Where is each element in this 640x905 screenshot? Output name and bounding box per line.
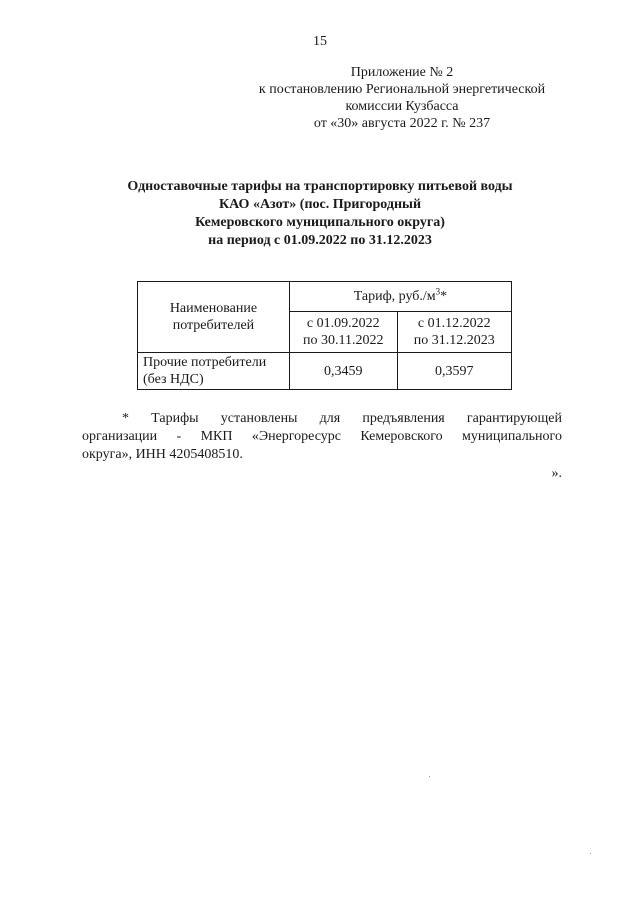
title-line: на период с 01.09.2022 по 31.12.2023 [208,233,432,248]
footnote-line: округа», ИНН 4205408510. [82,447,243,462]
tariff-value-cell: 0,3459 [289,353,397,390]
footnote-star: * [122,411,129,426]
appendix-line: от «30» августа 2022 г. № 237 [313,116,491,131]
table-row [138,353,512,390]
tariff-header: Тариф, $руб./м^3*$ [289,282,511,312]
page-number: 15 [313,34,327,49]
tariff-table [137,281,512,390]
tariff-value-cell: 0,3597 [397,353,511,390]
period-header: с 01.09.2022 по 30.11.2022 [289,312,397,353]
closing-quote: ». [551,466,562,481]
appendix-header [242,64,562,132]
appendix-line: Приложение № 2 [350,65,454,80]
footnote-line: организации - МКП «Энергоресурс Кемеровского муниципального [82,429,562,444]
title-line: КАО «Азот» (пос. Пригородный [218,197,422,212]
table-header-row [138,282,512,312]
footnote-line: * Тарифы установлены для предъявления гарантирующей [122,411,562,426]
footnote [82,410,562,464]
appendix-line: комиссии Кузбасса [345,99,459,114]
scan-speck [590,853,591,854]
title-line: Кемеровского муниципального округа) [195,215,445,230]
consumer-name-cell: Прочие потребители (без НДС) [138,353,290,390]
consumer-name-header: Наименование потребителей [138,282,290,353]
appendix-line: к постановлению Региональной энергетической [258,82,546,97]
title-line: Одноставочные тарифы на транспортировку питьевой воды [127,179,513,194]
scan-speck [429,776,430,777]
period-header: с 01.12.2022 по 31.12.2023 [397,312,511,353]
document-title [0,178,640,250]
